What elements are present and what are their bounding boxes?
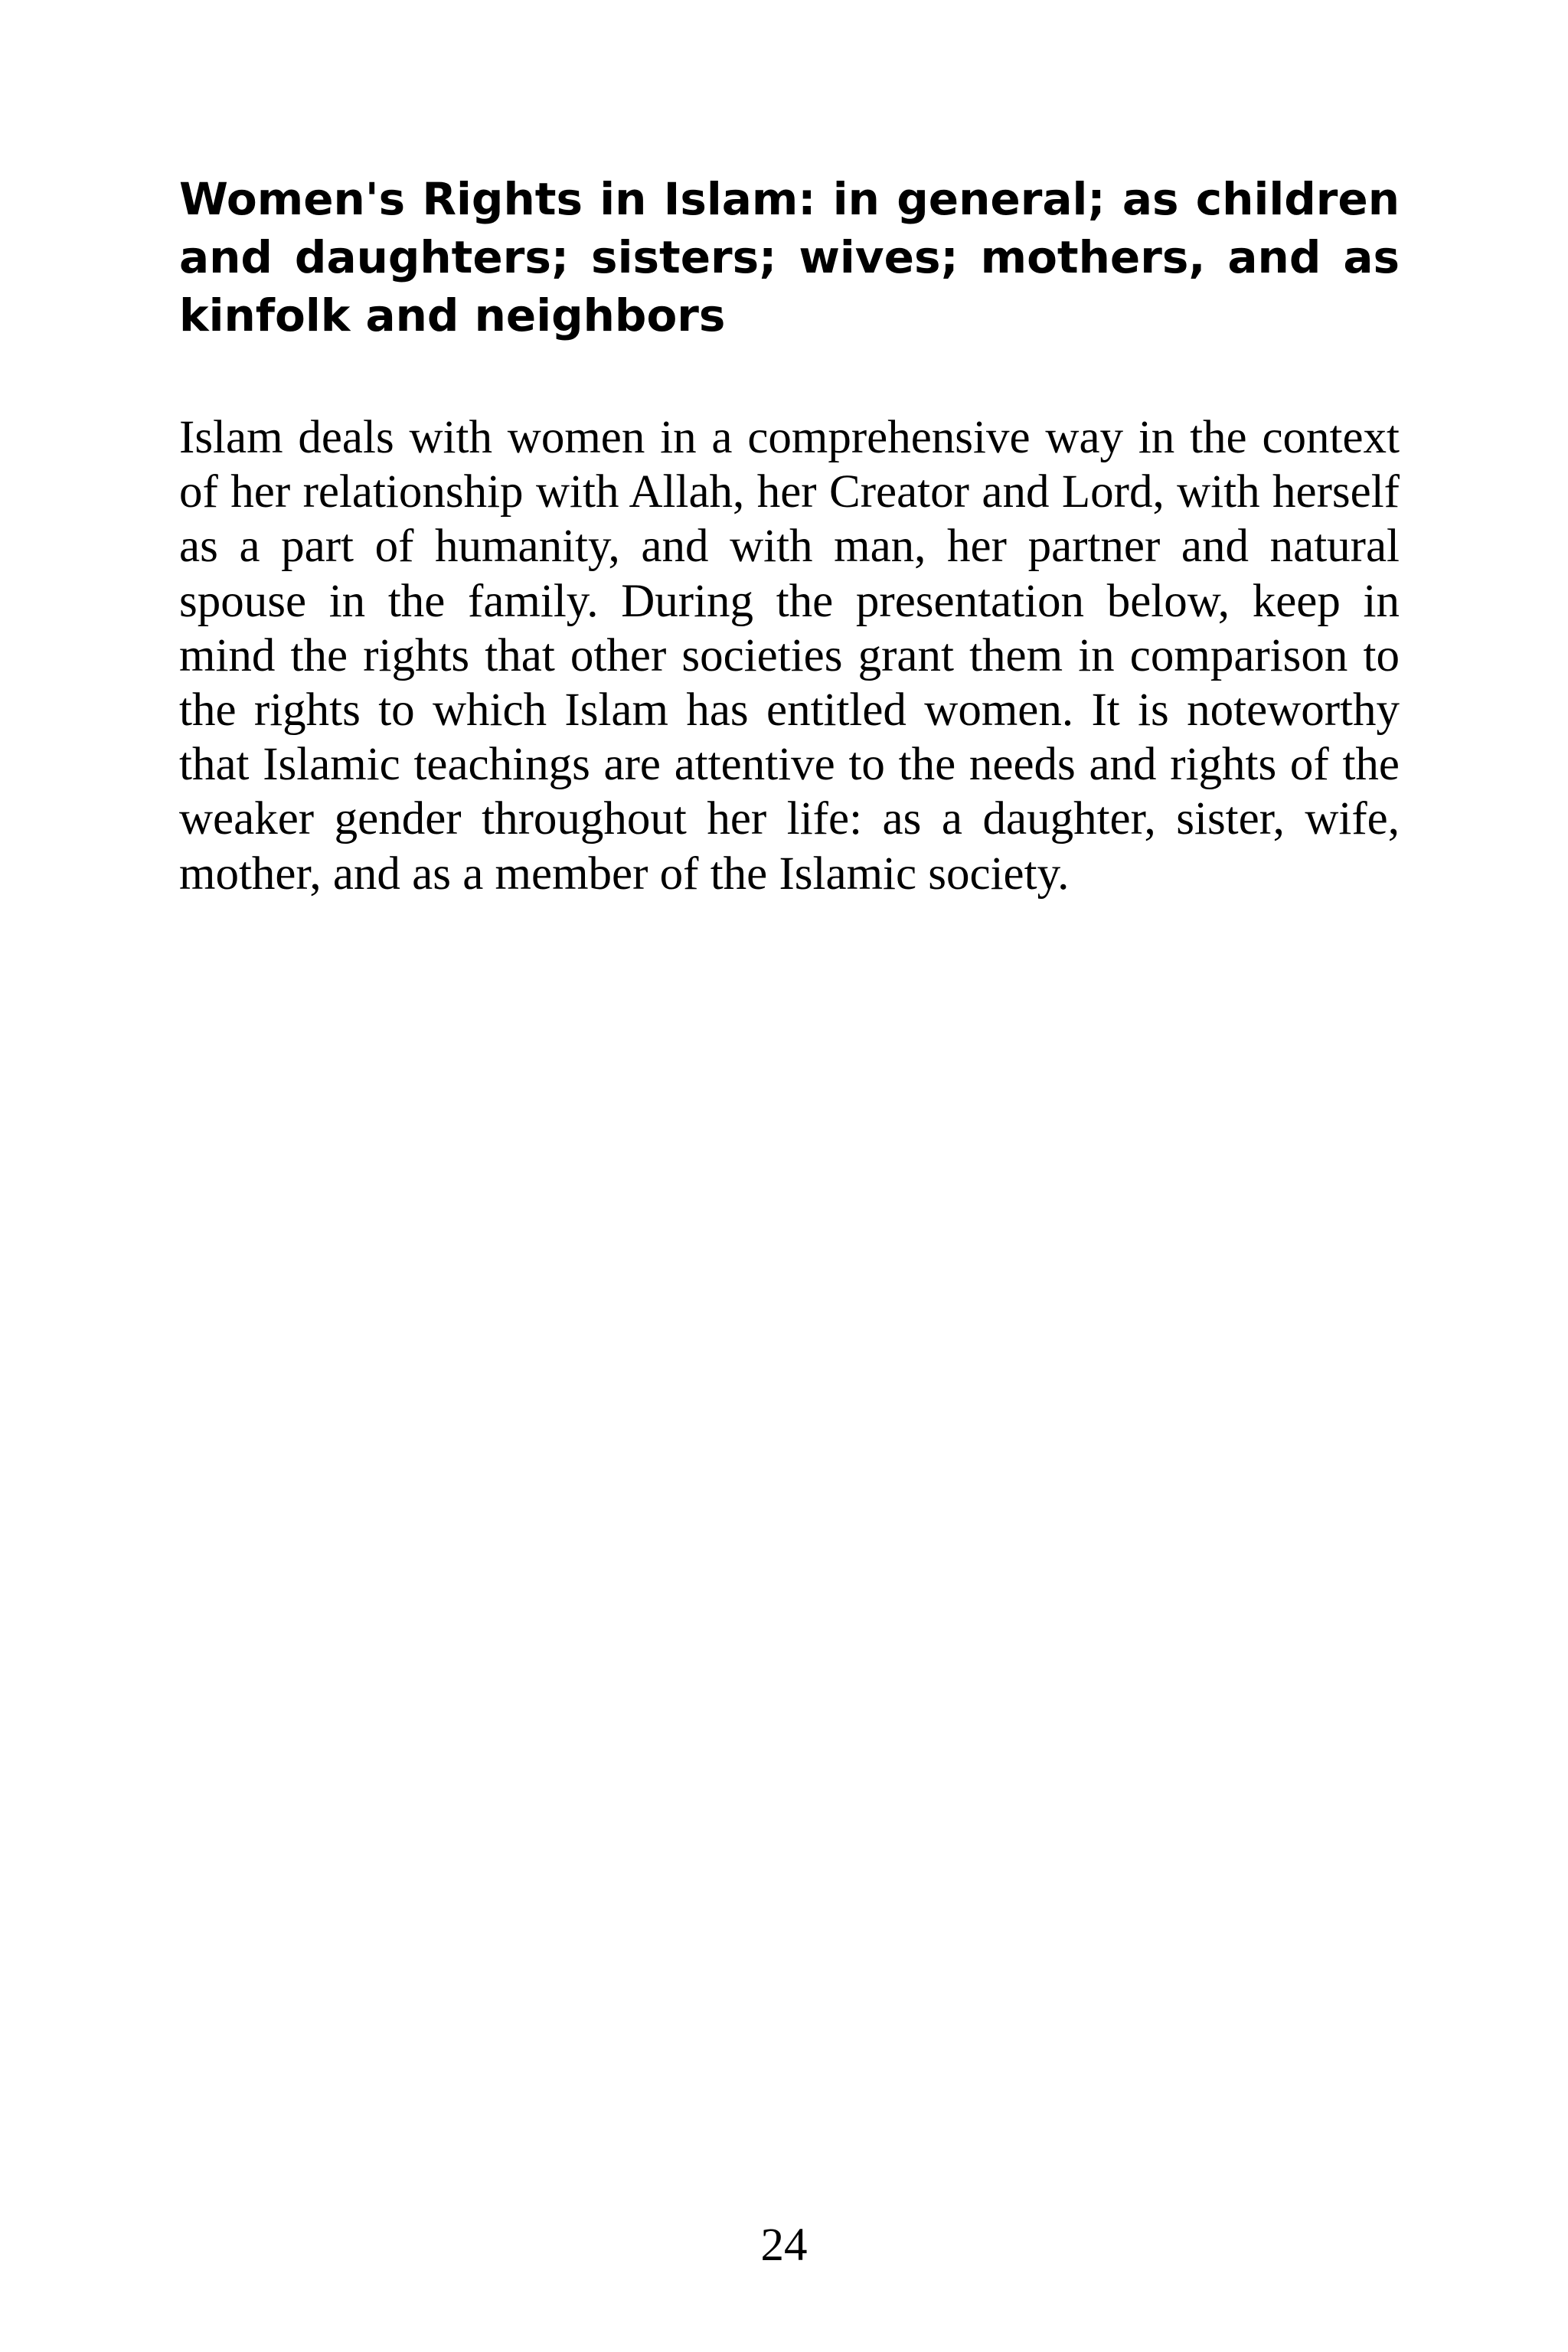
body-paragraph: Islam deals with women in a comprehensive way in the context of her relationship with Allah, her Creator and Lord, with herself as a part of humanity, and with man, her partner and natural spouse in the family. During the presentation below, keep in mind the rights that other societies grant them in comparison to the rights to which Islam has entitled women. It is noteworthy that Islamic teachings are attentive to the needs and rights of the weaker gender throughout her life: as a daughter, sister, wife, mother, and as a member of the Islamic society. [179, 412, 1400, 900]
page-number: 24 [760, 2220, 808, 2271]
section-heading: Women's Rights in Islam: in general; as children and daughters; sisters; wives; mothers, and as kinfolk and neighbors [179, 173, 1400, 341]
